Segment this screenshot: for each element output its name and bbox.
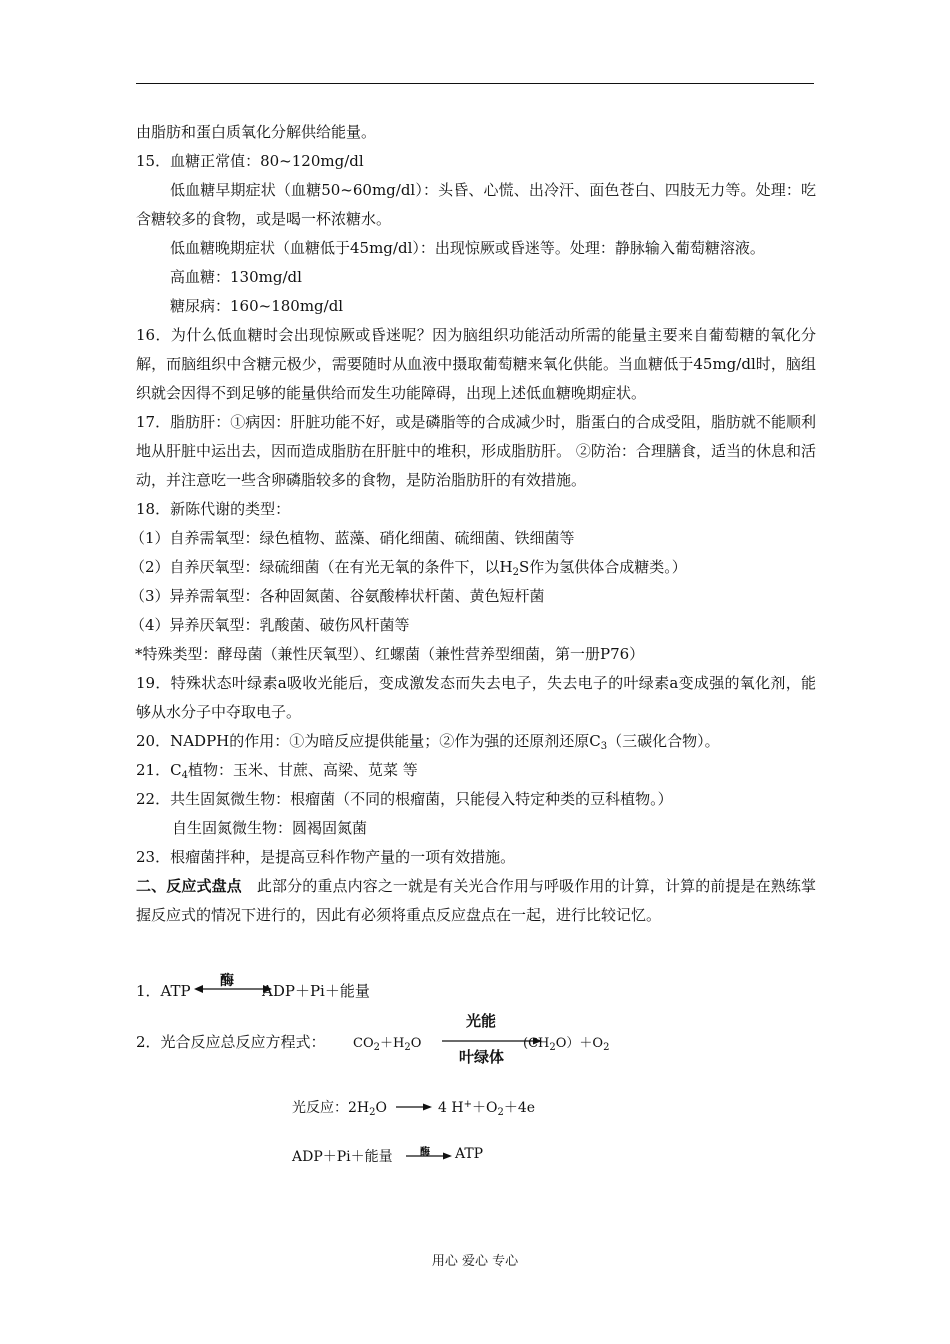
reaction-arrow-icon xyxy=(406,1151,452,1161)
eq1-right: ADP＋Pi＋能量 xyxy=(262,982,370,1000)
item-17: 17．脂肪肝：①病因：肝脏功能不好，或是磷脂等的合成减少时，脂蛋白的合成受阻，脂肪就不能顺利地从肝脏中运出去，因而造成脂肪在肝脏中的堆积，形成脂肪肝。 ②防治：合理膳食，适当的休息和活动，并注意吃一些含卵磷脂较多的食物，是防治脂肪肝的有效措施。 xyxy=(136,413,816,489)
eq2-condition-chloroplast: 叶绿体 xyxy=(459,1048,505,1066)
eq2-lhs: $CO_2+H_2O$ xyxy=(353,1036,422,1053)
item-21: 21．$C_4$植物：玉米、甘蔗、高梁、苋菜 等 xyxy=(136,761,418,781)
eq1-enzyme-label: 酶 xyxy=(220,973,234,989)
item-20: 20．NADPH的作用：①为暗反应提供能量；②作为强的还原剂还原$C_3$（三碳化合物）。 xyxy=(136,732,720,752)
eq3-rhs: 4 $H^++O_2+4e$ xyxy=(438,1099,536,1118)
eq2-rhs: $(CH_2O)+O_2$ xyxy=(523,1036,610,1053)
header-rule xyxy=(136,83,814,84)
document-body xyxy=(130,118,816,930)
item-15-early: 低血糖早期症状（血糖50~60mg/dl）：头昏、心慌、出冷汗、面色苍白、四肢无力等。处理：吃含糖较多的食物，或是喝一杯浓糖水。 xyxy=(136,181,816,228)
item-18-1: （1）自养需氧型：绿色植物、蓝藻、硝化细菌、硫细菌、铁细菌等 xyxy=(130,529,575,547)
reversible-arrow-icon xyxy=(194,982,272,996)
page-footer: 用心 爱心 专心 xyxy=(431,1254,519,1269)
item-23: 23．根瘤菌拌种，是提高豆科作物产量的一项有效措施。 xyxy=(136,848,516,866)
reaction-arrow-icon xyxy=(396,1102,432,1112)
eq3-lhs: 光反应：$2H_2O$ xyxy=(292,1100,387,1118)
section-2-title: 二、反应式盘点 xyxy=(136,877,242,895)
item-15-diabetes: 糖尿病：160~180mg/dl xyxy=(170,297,344,315)
eq4-enzyme-label: 酶 xyxy=(420,1147,430,1158)
item-19: 19．特殊状态叶绿素a吸收光能后，变成激发态而失去电子，失去电子的叶绿素a变成强的氧化剂，能够从水分子中夺取电子。 xyxy=(136,674,816,721)
item-18: 18．新陈代谢的类型： xyxy=(136,500,291,518)
item-18-3: （3）异养需氧型：各种固氮菌、谷氨酸棒状杆菌、黄色短杆菌 xyxy=(130,587,545,605)
item-18-4: （4）异养厌氧型：乳酸菌、破伤风杆菌等 xyxy=(130,616,410,634)
eq2-condition-light: 光能 xyxy=(466,1012,497,1030)
text-line: 由脂肪和蛋白质氧化分解供给能量。 xyxy=(136,123,377,141)
eq1-left: 1．ATP xyxy=(136,982,191,1000)
section-2: 二、反应式盘点 此部分的重点内容之一就是有关光合作用与呼吸作用的计算，计算的前提是在熟练掌握反应式的情况下进行的，因此有必须将重点反应盘点在一起，进行比较记忆。 xyxy=(136,877,816,924)
item-16: 16．为什么低血糖时会出现惊厥或昏迷呢？因为脑组织功能活动所需的能量主要来自葡萄糖的氧化分解，而脑组织中含糖元极少，需要随时从血液中摄取葡萄糖来氧化供能。当血糖低于45mg/dl时，脑组织就会因得不到足够的能量供给而发生功能障碍，出现上述低血糖晚期症状。 xyxy=(136,326,816,402)
eq4-right: ATP xyxy=(455,1146,484,1162)
item-22: 22．共生固氮微生物：根瘤菌（不同的根瘤菌，只能侵入特定种类的豆科植物。） xyxy=(136,790,673,808)
item-22-free: 自生固氮微生物：圆褐固氮菌 xyxy=(172,819,368,837)
eq2-label: 2．光合反应总反应方程式： xyxy=(136,1033,326,1051)
item-18-2: （2）自养厌氧型：绿硫细菌（在有光无氧的条件下，以$H_2S$作为氢供体合成糖类。） xyxy=(130,558,687,578)
eq4-left: ADP＋Pi＋能量 xyxy=(292,1149,393,1165)
item-15-high: 高血糖：130mg/dl xyxy=(170,268,302,286)
item-15: 15．血糖正常值：80~120mg/dl xyxy=(136,152,364,170)
item-15-late: 低血糖晚期症状（血糖低于45mg/dl）：出现惊厥或昏迷等。处理：静脉输入葡萄糖溶液。 xyxy=(170,239,765,257)
item-18-special: *特殊类型：酵母菌（兼性厌氧型）、红螺菌（兼性营养型细菌，第一册P76） xyxy=(135,645,645,663)
